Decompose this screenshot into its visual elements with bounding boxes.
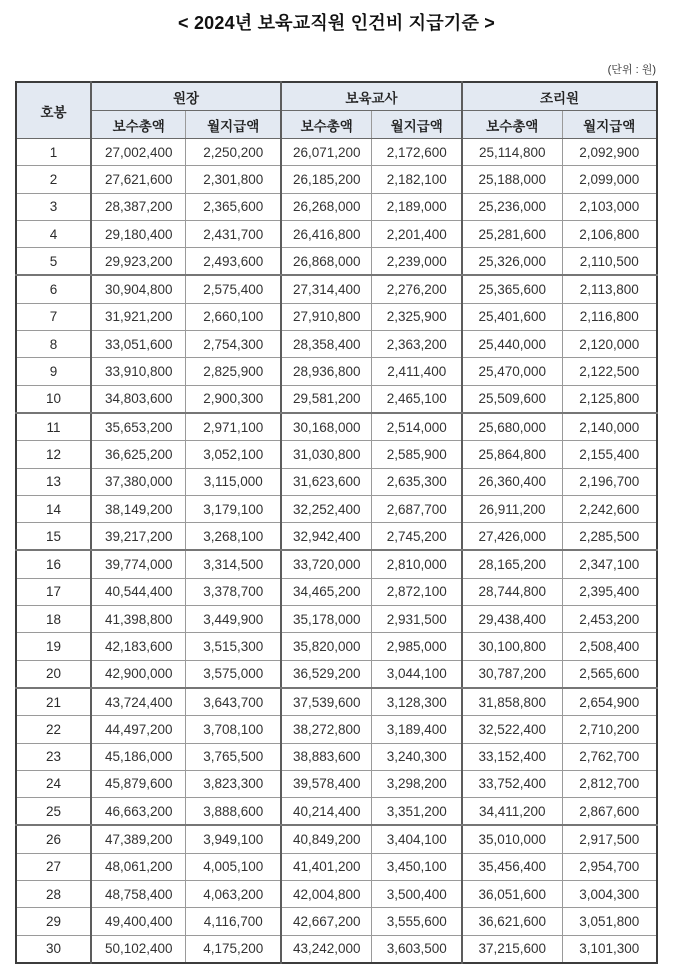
value-cell: 49,400,400: [91, 908, 186, 935]
table-row: [16, 743, 657, 770]
value-cell: 2,514,000: [372, 413, 462, 441]
value-cell: 3,004,300: [562, 881, 657, 908]
grade-cell: 29: [16, 908, 91, 935]
value-cell: 2,985,000: [372, 633, 462, 660]
table-row: [16, 248, 657, 276]
value-cell: 25,680,000: [462, 413, 562, 441]
value-cell: 3,404,100: [372, 825, 462, 853]
table-row: [16, 688, 657, 716]
value-cell: 28,744,800: [462, 578, 562, 605]
grade-cell: 10: [16, 385, 91, 413]
value-cell: 2,754,300: [186, 331, 281, 358]
value-cell: 3,314,500: [186, 550, 281, 578]
value-cell: 2,954,700: [562, 853, 657, 880]
table-row: [16, 798, 657, 826]
grade-cell: 23: [16, 743, 91, 770]
value-cell: 2,575,400: [186, 275, 281, 303]
value-cell: 2,917,500: [562, 825, 657, 853]
subheader-teacher-monthly: 월지급액: [372, 111, 462, 139]
value-cell: 2,585,900: [372, 441, 462, 468]
value-cell: 28,936,800: [281, 358, 372, 385]
grade-cell: 6: [16, 275, 91, 303]
value-cell: 2,812,700: [562, 770, 657, 797]
value-cell: 32,942,400: [281, 523, 372, 551]
value-cell: 48,758,400: [91, 881, 186, 908]
value-cell: 27,426,000: [462, 523, 562, 551]
value-cell: 2,687,700: [372, 495, 462, 522]
value-cell: 30,168,000: [281, 413, 372, 441]
value-cell: 28,165,200: [462, 550, 562, 578]
value-cell: 34,803,600: [91, 385, 186, 413]
grade-cell: 26: [16, 825, 91, 853]
value-cell: 43,724,400: [91, 688, 186, 716]
value-cell: 26,868,000: [281, 248, 372, 276]
value-cell: 3,823,300: [186, 770, 281, 797]
value-cell: 27,002,400: [91, 139, 186, 166]
value-cell: 40,214,400: [281, 798, 372, 826]
value-cell: 25,114,800: [462, 139, 562, 166]
grade-cell: 9: [16, 358, 91, 385]
value-cell: 26,360,400: [462, 468, 562, 495]
value-cell: 33,752,400: [462, 770, 562, 797]
value-cell: 3,603,500: [372, 935, 462, 963]
value-cell: 2,762,700: [562, 743, 657, 770]
table-row: [16, 908, 657, 935]
value-cell: 36,529,200: [281, 660, 372, 688]
value-cell: 2,347,100: [562, 550, 657, 578]
subheader-cook-total: 보수총액: [462, 111, 562, 139]
value-cell: 3,101,300: [562, 935, 657, 963]
value-cell: 2,325,900: [372, 303, 462, 330]
value-cell: 40,849,200: [281, 825, 372, 853]
value-cell: 2,140,000: [562, 413, 657, 441]
grade-cell: 5: [16, 248, 91, 276]
value-cell: 4,063,200: [186, 881, 281, 908]
value-cell: 3,949,100: [186, 825, 281, 853]
group-header-teacher: 보육교사: [281, 82, 462, 111]
table-row: [16, 660, 657, 688]
table-row: [16, 716, 657, 743]
value-cell: 2,285,500: [562, 523, 657, 551]
value-cell: 35,010,000: [462, 825, 562, 853]
value-cell: 2,867,600: [562, 798, 657, 826]
value-cell: 48,061,200: [91, 853, 186, 880]
grade-cell: 20: [16, 660, 91, 688]
value-cell: 2,103,000: [562, 193, 657, 220]
value-cell: 2,745,200: [372, 523, 462, 551]
grade-cell: 25: [16, 798, 91, 826]
value-cell: 3,575,000: [186, 660, 281, 688]
value-cell: 2,971,100: [186, 413, 281, 441]
grade-cell: 27: [16, 853, 91, 880]
value-cell: 2,092,900: [562, 139, 657, 166]
value-cell: 2,900,300: [186, 385, 281, 413]
grade-cell: 19: [16, 633, 91, 660]
value-cell: 32,522,400: [462, 716, 562, 743]
value-cell: 2,196,700: [562, 468, 657, 495]
grade-cell: 24: [16, 770, 91, 797]
value-cell: 2,155,400: [562, 441, 657, 468]
value-cell: 41,401,200: [281, 853, 372, 880]
value-cell: 36,051,600: [462, 881, 562, 908]
value-cell: 2,872,100: [372, 578, 462, 605]
value-cell: 25,509,600: [462, 385, 562, 413]
value-cell: 43,242,000: [281, 935, 372, 963]
table-row: [16, 331, 657, 358]
value-cell: 3,189,400: [372, 716, 462, 743]
table-row: [16, 358, 657, 385]
value-cell: 2,106,800: [562, 220, 657, 247]
header-row-subcolumns: [16, 111, 657, 139]
table-row: [16, 770, 657, 797]
value-cell: 3,555,600: [372, 908, 462, 935]
grade-column-header: 호봉: [16, 82, 91, 139]
page-title: < 2024년 보육교직원 인건비 지급기준 >: [178, 13, 495, 33]
value-cell: 31,921,200: [91, 303, 186, 330]
value-cell: 35,653,200: [91, 413, 186, 441]
value-cell: 2,116,800: [562, 303, 657, 330]
value-cell: 26,416,800: [281, 220, 372, 247]
value-cell: 3,450,100: [372, 853, 462, 880]
value-cell: 4,116,700: [186, 908, 281, 935]
value-cell: 2,250,200: [186, 139, 281, 166]
value-cell: 39,774,000: [91, 550, 186, 578]
value-cell: 25,188,000: [462, 166, 562, 193]
value-cell: 3,500,400: [372, 881, 462, 908]
value-cell: 37,380,000: [91, 468, 186, 495]
value-cell: 3,298,200: [372, 770, 462, 797]
table-row: [16, 853, 657, 880]
value-cell: 4,175,200: [186, 935, 281, 963]
table-row: [16, 935, 657, 963]
value-cell: 30,787,200: [462, 660, 562, 688]
value-cell: 2,411,400: [372, 358, 462, 385]
value-cell: 2,276,200: [372, 275, 462, 303]
value-cell: 2,242,600: [562, 495, 657, 522]
value-cell: 45,879,600: [91, 770, 186, 797]
grade-cell: 7: [16, 303, 91, 330]
value-cell: 2,465,100: [372, 385, 462, 413]
subheader-cook-monthly: 월지급액: [562, 111, 657, 139]
value-cell: 35,820,000: [281, 633, 372, 660]
value-cell: 29,180,400: [91, 220, 186, 247]
salary-table: [15, 81, 658, 964]
value-cell: 2,363,200: [372, 331, 462, 358]
grade-cell: 2: [16, 166, 91, 193]
table-row: [16, 385, 657, 413]
value-cell: 45,186,000: [91, 743, 186, 770]
value-cell: 2,508,400: [562, 633, 657, 660]
table-row: [16, 606, 657, 633]
value-cell: 2,113,800: [562, 275, 657, 303]
value-cell: 3,052,100: [186, 441, 281, 468]
value-cell: 2,172,600: [372, 139, 462, 166]
value-cell: 2,710,200: [562, 716, 657, 743]
value-cell: 42,183,600: [91, 633, 186, 660]
value-cell: 31,623,600: [281, 468, 372, 495]
value-cell: 35,178,000: [281, 606, 372, 633]
table-row: [16, 441, 657, 468]
header-row-groups: [16, 82, 657, 111]
value-cell: 42,900,000: [91, 660, 186, 688]
value-cell: 26,185,200: [281, 166, 372, 193]
value-cell: 3,051,800: [562, 908, 657, 935]
value-cell: 25,440,000: [462, 331, 562, 358]
grade-cell: 13: [16, 468, 91, 495]
value-cell: 2,201,400: [372, 220, 462, 247]
table-row: [16, 166, 657, 193]
value-cell: 25,281,600: [462, 220, 562, 247]
table-row: [16, 303, 657, 330]
value-cell: 25,470,000: [462, 358, 562, 385]
value-cell: 32,252,400: [281, 495, 372, 522]
value-cell: 50,102,400: [91, 935, 186, 963]
table-row: [16, 495, 657, 522]
group-header-director: 원장: [91, 82, 281, 111]
value-cell: 3,268,100: [186, 523, 281, 551]
grade-cell: 4: [16, 220, 91, 247]
table-row: [16, 825, 657, 853]
value-cell: 3,351,200: [372, 798, 462, 826]
value-cell: 40,544,400: [91, 578, 186, 605]
grade-cell: 15: [16, 523, 91, 551]
value-cell: 37,539,600: [281, 688, 372, 716]
value-cell: 33,152,400: [462, 743, 562, 770]
table-row: [16, 413, 657, 441]
value-cell: 28,358,400: [281, 331, 372, 358]
value-cell: 25,401,600: [462, 303, 562, 330]
value-cell: 2,239,000: [372, 248, 462, 276]
value-cell: 2,825,900: [186, 358, 281, 385]
value-cell: 31,030,800: [281, 441, 372, 468]
table-row: [16, 523, 657, 551]
value-cell: 44,497,200: [91, 716, 186, 743]
value-cell: 33,051,600: [91, 331, 186, 358]
value-cell: 2,365,600: [186, 193, 281, 220]
value-cell: 47,389,200: [91, 825, 186, 853]
unit-note: (단위 : 원): [607, 64, 656, 76]
value-cell: 2,122,500: [562, 358, 657, 385]
grade-cell: 1: [16, 139, 91, 166]
table-row: [16, 139, 657, 166]
value-cell: 2,635,300: [372, 468, 462, 495]
value-cell: 25,864,800: [462, 441, 562, 468]
value-cell: 38,149,200: [91, 495, 186, 522]
table-row: [16, 468, 657, 495]
grade-cell: 12: [16, 441, 91, 468]
value-cell: 46,663,200: [91, 798, 186, 826]
value-cell: 2,810,000: [372, 550, 462, 578]
table-row: [16, 193, 657, 220]
value-cell: 2,120,000: [562, 331, 657, 358]
value-cell: 29,438,400: [462, 606, 562, 633]
value-cell: 2,431,700: [186, 220, 281, 247]
value-cell: 3,378,700: [186, 578, 281, 605]
value-cell: 25,236,000: [462, 193, 562, 220]
table-row: [16, 633, 657, 660]
value-cell: 3,888,600: [186, 798, 281, 826]
value-cell: 41,398,800: [91, 606, 186, 633]
value-cell: 29,923,200: [91, 248, 186, 276]
value-cell: 42,004,800: [281, 881, 372, 908]
value-cell: 3,515,300: [186, 633, 281, 660]
value-cell: 2,125,800: [562, 385, 657, 413]
value-cell: 3,128,300: [372, 688, 462, 716]
value-cell: 25,326,000: [462, 248, 562, 276]
value-cell: 2,931,500: [372, 606, 462, 633]
subheader-director-total: 보수총액: [91, 111, 186, 139]
value-cell: 26,268,000: [281, 193, 372, 220]
value-cell: 3,449,900: [186, 606, 281, 633]
grade-cell: 14: [16, 495, 91, 522]
table-row: [16, 275, 657, 303]
value-cell: 30,904,800: [91, 275, 186, 303]
value-cell: 37,215,600: [462, 935, 562, 963]
value-cell: 39,217,200: [91, 523, 186, 551]
value-cell: 29,581,200: [281, 385, 372, 413]
value-cell: 30,100,800: [462, 633, 562, 660]
value-cell: 3,115,000: [186, 468, 281, 495]
value-cell: 2,660,100: [186, 303, 281, 330]
table-body: [16, 139, 657, 963]
value-cell: 39,578,400: [281, 770, 372, 797]
grade-cell: 16: [16, 550, 91, 578]
grade-cell: 18: [16, 606, 91, 633]
value-cell: 3,240,300: [372, 743, 462, 770]
value-cell: 2,453,200: [562, 606, 657, 633]
value-cell: 42,667,200: [281, 908, 372, 935]
value-cell: 2,565,600: [562, 660, 657, 688]
value-cell: 27,314,400: [281, 275, 372, 303]
value-cell: 27,621,600: [91, 166, 186, 193]
value-cell: 38,272,800: [281, 716, 372, 743]
table-row: [16, 578, 657, 605]
value-cell: 27,910,800: [281, 303, 372, 330]
value-cell: 2,301,800: [186, 166, 281, 193]
subheader-teacher-total: 보수총액: [281, 111, 372, 139]
value-cell: 3,044,100: [372, 660, 462, 688]
value-cell: 25,365,600: [462, 275, 562, 303]
value-cell: 35,456,400: [462, 853, 562, 880]
value-cell: 4,005,100: [186, 853, 281, 880]
grade-cell: 3: [16, 193, 91, 220]
value-cell: 2,110,500: [562, 248, 657, 276]
grade-cell: 21: [16, 688, 91, 716]
value-cell: 2,493,600: [186, 248, 281, 276]
value-cell: 31,858,800: [462, 688, 562, 716]
grade-cell: 8: [16, 331, 91, 358]
value-cell: 3,179,100: [186, 495, 281, 522]
value-cell: 34,411,200: [462, 798, 562, 826]
value-cell: 3,708,100: [186, 716, 281, 743]
group-header-cook: 조리원: [462, 82, 657, 111]
value-cell: 2,395,400: [562, 578, 657, 605]
value-cell: 28,387,200: [91, 193, 186, 220]
subheader-director-monthly: 월지급액: [186, 111, 281, 139]
value-cell: 36,621,600: [462, 908, 562, 935]
value-cell: 33,910,800: [91, 358, 186, 385]
grade-cell: 17: [16, 578, 91, 605]
value-cell: 36,625,200: [91, 441, 186, 468]
value-cell: 26,911,200: [462, 495, 562, 522]
value-cell: 3,765,500: [186, 743, 281, 770]
grade-cell: 28: [16, 881, 91, 908]
value-cell: 2,182,100: [372, 166, 462, 193]
table-header: [16, 82, 657, 139]
value-cell: 38,883,600: [281, 743, 372, 770]
value-cell: 3,643,700: [186, 688, 281, 716]
table-row: [16, 881, 657, 908]
value-cell: 33,720,000: [281, 550, 372, 578]
table-row: [16, 220, 657, 247]
value-cell: 26,071,200: [281, 139, 372, 166]
value-cell: 34,465,200: [281, 578, 372, 605]
grade-cell: 22: [16, 716, 91, 743]
value-cell: 2,189,000: [372, 193, 462, 220]
value-cell: 2,099,000: [562, 166, 657, 193]
table-row: [16, 550, 657, 578]
grade-cell: 30: [16, 935, 91, 963]
value-cell: 2,654,900: [562, 688, 657, 716]
grade-cell: 11: [16, 413, 91, 441]
